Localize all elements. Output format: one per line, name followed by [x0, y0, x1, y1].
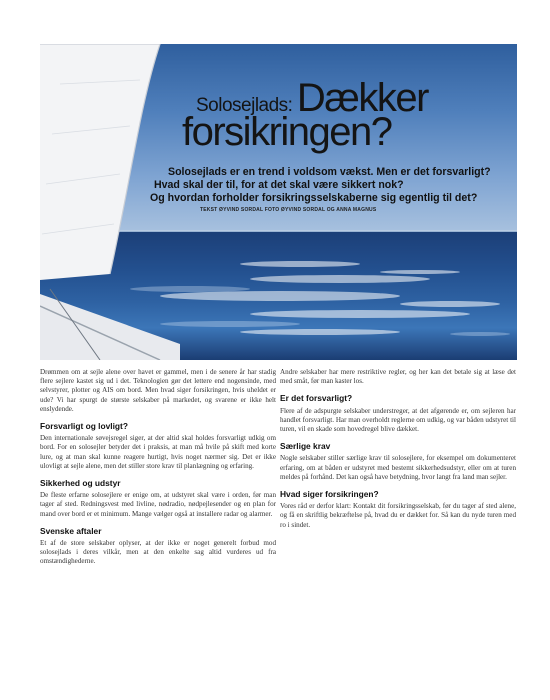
- lead-line: Solosejlads er en trend i voldsom vækst. Men er det forsvarligt?: [168, 166, 491, 178]
- subheading: Er det forsvarligt?: [280, 393, 353, 404]
- lead-paragraph: [150, 166, 510, 205]
- body-paragraph: Drømmen om at sejle alene over havet er gammel, men i de senere år har stadig flere sejlere kastet sig ud i det. Teknologien gør det lettere end nogensinde, med selvstyrer, plotter og AIS om bord. Men hvad siger forsikringen, hvis uheldet er ude? Vi har spurgt de største selskaber på markedet, og svarene er ikke helt enslydende.: [40, 368, 276, 413]
- left-column: [40, 368, 276, 573]
- body-paragraph: Vores råd er derfor klart: Kontakt dit forsikringsselskab, før du tager af sted alene, og få en skriftlig bekræftelse på, hvad du er dækket for. Så kan du nyde turen med ro i sindet.: [280, 502, 516, 529]
- subheading: Hvad siger forsikringen?: [280, 489, 379, 500]
- page-footer: [478, 681, 514, 687]
- body-paragraph: De fleste erfarne solosejlere er enige om, at udstyret skal være i orden, før man tager af sted. Redningsvest med livline, nødradio, nødpejlesender og en plan for mand over bord er et minimum. Mange vælger også at installere radar og alarmer.: [40, 491, 276, 518]
- body-paragraph: Den internationale søvejsregel siger, at der altid skal holdes forsvarligt udkig om bord. For en solosejler betyder det i praksis, at man må hvile på skift med korte lure, og at man skal kunne reagere hurtigt, hvis noget nærmer sig. Det er ikke ulovligt at sejle alene, men det stiller store krav til planlægning og erfaring.: [40, 434, 276, 470]
- body-paragraph: Et af de store selskaber oplyser, at der ikke er noget generelt forbud mod solosejlads i deres vilkår, men at den enkelte sag altid vurderes ud fra omstændighederne.: [40, 539, 276, 566]
- title-word-1: Dækker: [296, 76, 428, 120]
- title-word-2: forsikringen?: [182, 110, 392, 154]
- body-paragraph: Flere af de adspurgte selskaber understreger, at det afgørende er, om sejleren har handlet forsvarligt. Har man overholdt reglerne om udkig, og var båden udstyret til turen, vil en skade som hovedregel blive dækket.: [280, 406, 516, 434]
- byline: TEKST ØYVIND SORDAL FOTO ØYVIND SORDAL OG ANNA MAGNUS: [200, 207, 377, 213]
- title-kicker: Solosejlads:: [196, 95, 293, 116]
- body-paragraph: Nogle selskaber stiller særlige krav til solosejlere, for eksempel om dokumenteret erfaring, om at båden er udstyret med bestemt sikkerhedsudstyr, eller om at turen meldes på forhånd. Det kan også have betydning, hvor langt fra land man sejler.: [280, 454, 516, 481]
- subheading: Svenske aftaler: [40, 525, 102, 536]
- body-paragraph: Andre selskaber har mere restriktive regler, og her kan det betale sig at læse det med småt, før man kaster los.: [280, 368, 516, 386]
- lead-line: Hvad skal der til, for at det skal være sikkert nok?: [154, 179, 404, 191]
- right-column: [280, 368, 516, 536]
- subheading: Forsvarligt og lovligt?: [40, 421, 128, 432]
- lead-line: Og hvordan forholder forsikringsselskaberne sig egentlig til det?: [150, 192, 478, 204]
- subheading: Sikkerhed og udstyr: [40, 478, 121, 489]
- subheading: Særlige krav: [280, 441, 331, 452]
